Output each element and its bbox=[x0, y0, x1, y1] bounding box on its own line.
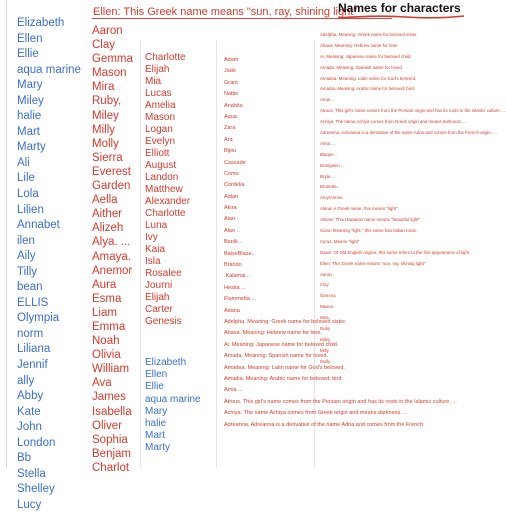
name-item: James bbox=[92, 391, 126, 404]
name-item: Amadia. Meaning: Arabic name for beloved; bird. bbox=[320, 86, 415, 92]
name-item: Everest bbox=[92, 165, 131, 178]
name-item: Aither bbox=[92, 208, 123, 221]
name-meanings-column bbox=[320, 30, 506, 368]
name-item: Marty bbox=[145, 442, 170, 454]
name-item: Stella bbox=[17, 467, 46, 480]
name-item: Olympia bbox=[17, 312, 60, 325]
name-item: Aella bbox=[92, 194, 118, 207]
name-item: Amia ... bbox=[320, 97, 335, 103]
name-item: Amada. Meaning: Spanish name for loved. bbox=[320, 64, 403, 70]
name-item: Aidan bbox=[224, 193, 239, 200]
name-item: Isabella bbox=[92, 405, 132, 418]
name-item: Esma bbox=[92, 292, 122, 305]
names-column-3-blue bbox=[145, 357, 203, 455]
name-item: Brunetta. bbox=[320, 184, 338, 190]
name-item: Cordelia bbox=[224, 182, 245, 189]
name-item: Amadia. Meaning: Arabic name for beloved; bird. bbox=[224, 375, 343, 382]
name-item: Ivy bbox=[145, 232, 158, 243]
name-item: Molly bbox=[92, 137, 119, 150]
name-item: Adelpha. Meaning: Greek name for beloved sister. bbox=[320, 32, 418, 37]
name-item: William bbox=[92, 363, 130, 376]
name-item: Mason bbox=[320, 304, 334, 310]
name-item: Ahava. Meaning: Hebrew name for love. bbox=[320, 42, 399, 48]
name-item: Adana bbox=[224, 307, 240, 314]
name-item: Abby bbox=[17, 390, 44, 403]
name-item: Gemma bbox=[320, 293, 336, 299]
name-item: Logan bbox=[145, 124, 173, 135]
name-item: Aura bbox=[92, 278, 117, 291]
name-item: Genesis bbox=[145, 316, 182, 327]
name-item: Cascade bbox=[224, 159, 246, 166]
name-item: Noah bbox=[92, 335, 120, 348]
name-item: Achiya. The name Achiya comes from Greek origin and means darkness. ... bbox=[224, 410, 408, 417]
name-item: Alana: A Greek name, this means "light" bbox=[320, 206, 398, 212]
name-item: Jade bbox=[224, 68, 236, 75]
page-border bbox=[6, 0, 7, 468]
name-item: Lucy bbox=[17, 498, 42, 511]
name-item: Akira bbox=[224, 205, 237, 212]
name-item: London bbox=[17, 436, 56, 449]
name-item: Alinani: This Hawaiian name means "beautiful light" bbox=[320, 217, 420, 223]
name-item: norm bbox=[17, 327, 44, 340]
name-item: Isla bbox=[145, 256, 161, 267]
name-item: Amada. Meaning: Spanish name for loved. bbox=[224, 353, 328, 360]
name-item: Oliver bbox=[92, 419, 123, 432]
name-item: Clay bbox=[92, 39, 116, 52]
name-item: Alizeh bbox=[92, 222, 124, 235]
name-item: Charlot bbox=[92, 461, 130, 474]
name-item: Sophia bbox=[92, 433, 128, 446]
name-item: Banik .. bbox=[224, 239, 243, 246]
name-item: Garden bbox=[92, 180, 131, 193]
name-item: Miley bbox=[17, 94, 44, 107]
name-item: Mia bbox=[145, 76, 162, 87]
name-item: ilen bbox=[17, 234, 35, 247]
name-item: Amy/Aimee. bbox=[320, 195, 344, 201]
name-item: Clay bbox=[320, 282, 329, 288]
name-item: Elijah bbox=[145, 292, 170, 303]
name-item: Liam bbox=[92, 306, 117, 319]
name-item: Milly bbox=[92, 123, 115, 136]
name-item: Nattie bbox=[224, 91, 239, 98]
name-item: Ellie bbox=[17, 48, 39, 61]
name-item: Ellen bbox=[17, 32, 43, 45]
name-item: aqua marine bbox=[145, 393, 201, 405]
name-item: Mason bbox=[92, 67, 127, 80]
name-item: Landon bbox=[145, 172, 179, 183]
name-item: Como bbox=[224, 170, 239, 177]
name-item: Gemma bbox=[92, 53, 133, 66]
name-item: Miley bbox=[320, 336, 331, 342]
name-item: Elizabeth bbox=[145, 357, 187, 368]
name-item: ELLIS bbox=[17, 296, 49, 309]
name-item: Ava bbox=[92, 377, 112, 390]
name-item: Emma bbox=[92, 320, 126, 333]
name-item: Ali bbox=[17, 156, 30, 169]
name-item: Kate bbox=[17, 405, 41, 418]
name-item: Brangwen ... bbox=[320, 162, 345, 168]
name-item: Bryla ... bbox=[320, 173, 335, 179]
name-item: Sierra bbox=[92, 151, 123, 164]
name-item: Marty bbox=[17, 141, 46, 154]
name-item: Rosalee bbox=[145, 268, 182, 279]
name-item: Amelia bbox=[145, 100, 176, 111]
name-item: Ciara: Meaning "light," this name has Italian roots. bbox=[320, 228, 418, 234]
name-item: Lola bbox=[17, 188, 39, 201]
name-item: Blaque .. bbox=[320, 151, 338, 157]
name-item: Miley bbox=[92, 109, 119, 122]
name-item: Grant bbox=[224, 79, 238, 86]
name-item: John bbox=[17, 421, 42, 434]
name-item: Carter bbox=[145, 304, 173, 315]
names-column-3 bbox=[145, 52, 203, 328]
name-item: Amaya. bbox=[92, 250, 131, 263]
name-item: Mary bbox=[17, 79, 43, 92]
name-item: ally bbox=[17, 374, 35, 387]
name-item: Shelley bbox=[17, 483, 55, 496]
name-item: Anahita bbox=[224, 102, 243, 109]
name-item: Aily bbox=[17, 250, 36, 263]
name-item: Lucas bbox=[145, 88, 172, 99]
name-item: Ellen: This Greek name means "sun, ray, shining light" bbox=[320, 260, 426, 266]
name-item: halie bbox=[145, 417, 167, 429]
name-item: Lilien bbox=[17, 203, 44, 216]
name-item: aqua marine bbox=[17, 63, 81, 76]
name-item: Elijah bbox=[145, 64, 170, 75]
blue-names-column bbox=[17, 16, 87, 514]
name-item: Cyrus: Means "light" bbox=[320, 238, 360, 244]
name-item: Alma ... bbox=[320, 140, 335, 146]
title-underline bbox=[336, 14, 466, 20]
name-item: Adreanna. Adreanna is a derivative of the name Adria and comes from the French origin. ... bbox=[320, 130, 497, 136]
name-item: Ai. Meaning: Japanese name for beloved child. bbox=[224, 341, 339, 348]
page-title: Names for characters bbox=[338, 1, 461, 15]
name-item: Achiya. The name Achiya comes from Greek origin and means darkness. ... bbox=[320, 119, 467, 125]
name-item: Alan .. bbox=[224, 227, 240, 234]
name-item: .Kalamai... bbox=[224, 273, 250, 280]
name-item: Bijou bbox=[224, 148, 237, 155]
name-item: Ellen bbox=[145, 369, 168, 381]
name-item: Lile bbox=[17, 172, 35, 185]
name-item: Aaron bbox=[320, 271, 332, 277]
name-item: Elliott bbox=[145, 148, 170, 159]
name-item: August bbox=[145, 160, 177, 171]
name-item: Mart bbox=[17, 125, 40, 138]
name-item: Olivia bbox=[92, 349, 121, 362]
name-item: Charlotte bbox=[145, 208, 186, 219]
name-item: Adreanna. Adreanna is a derivative of the name Adria and comes from the French bbox=[224, 421, 424, 428]
red-names-column bbox=[92, 24, 132, 475]
name-item: Milly bbox=[320, 347, 329, 353]
name-item: Atrous. This girl's name comes from the Persian origin and has its roots in the Islamic culture. ... bbox=[224, 398, 457, 405]
name-item: Atrous. This girl's name comes from the Persian origin and has its roots in the Islamic culture. ... bbox=[320, 108, 506, 114]
name-item: Aqua bbox=[224, 113, 237, 120]
name-item: Annabet bbox=[17, 219, 60, 232]
name-item: Liliana bbox=[17, 343, 51, 356]
name-item: Dawn: Of Old English origins, this name refers to the first appearance of light. bbox=[320, 249, 471, 255]
name-item: Luna bbox=[145, 220, 168, 231]
name-item: Adam bbox=[224, 57, 239, 63]
name-item: bean bbox=[17, 281, 43, 294]
name-item: Jennif bbox=[17, 359, 48, 372]
name-item: halie bbox=[17, 110, 42, 123]
name-item: Ara bbox=[224, 136, 233, 143]
name-item: Tilly bbox=[17, 265, 38, 278]
column-divider bbox=[216, 40, 217, 468]
name-item: BaiseBlaze.. bbox=[224, 250, 255, 257]
name-item: Brando bbox=[224, 262, 242, 269]
column-divider bbox=[140, 40, 141, 468]
name-item: Mira bbox=[320, 315, 329, 321]
name-item: Amadea. Meaning: Latin name for God's beloved. bbox=[320, 75, 417, 81]
name-item: Amadea. Meaning: Latin name for God's beloved. bbox=[224, 364, 345, 371]
name-item: Aaron bbox=[92, 25, 123, 37]
name-item: Ai. Meaning: Japanese name for beloved child. bbox=[320, 53, 412, 59]
name-item: Hestia ... bbox=[224, 284, 246, 291]
name-item: Ahava. Meaning: Hebrew name for love. bbox=[224, 330, 323, 337]
name-item: Amia ... bbox=[224, 387, 243, 394]
name-item: Zara bbox=[224, 125, 236, 132]
name-item: Benjam bbox=[92, 447, 131, 460]
name-item: Mira bbox=[92, 81, 115, 94]
name-item: Anemor bbox=[92, 264, 133, 277]
name-item: Elizabeth bbox=[17, 17, 65, 29]
name-item: Ruby bbox=[320, 326, 331, 332]
name-item: Molly bbox=[320, 358, 331, 364]
name-item: Alexander bbox=[145, 196, 191, 207]
name-item: Journi bbox=[145, 280, 173, 291]
name-item: Bb bbox=[17, 452, 32, 465]
name-item: Mart bbox=[145, 430, 165, 442]
name-item: Matthew bbox=[145, 184, 183, 195]
name-item: Charlotte bbox=[145, 52, 186, 63]
name-item: Alya. ... bbox=[92, 236, 131, 249]
name-item: Kaia bbox=[145, 244, 166, 255]
name-item: Mason bbox=[145, 112, 176, 123]
name-item: Adelpha. Meaning: Greek name for beloved sister. bbox=[224, 318, 347, 325]
name-item: Evelyn bbox=[145, 136, 176, 147]
name-item: Ruby, bbox=[92, 95, 122, 108]
ellen-meaning-quote: Ellen: This Greek name means "sun, ray, shining light" bbox=[93, 6, 358, 18]
name-item: Mary bbox=[145, 405, 168, 417]
name-item: Ellie bbox=[145, 381, 164, 393]
name-item: Alan . bbox=[224, 216, 239, 223]
name-item: Flammetta ... bbox=[224, 296, 257, 303]
